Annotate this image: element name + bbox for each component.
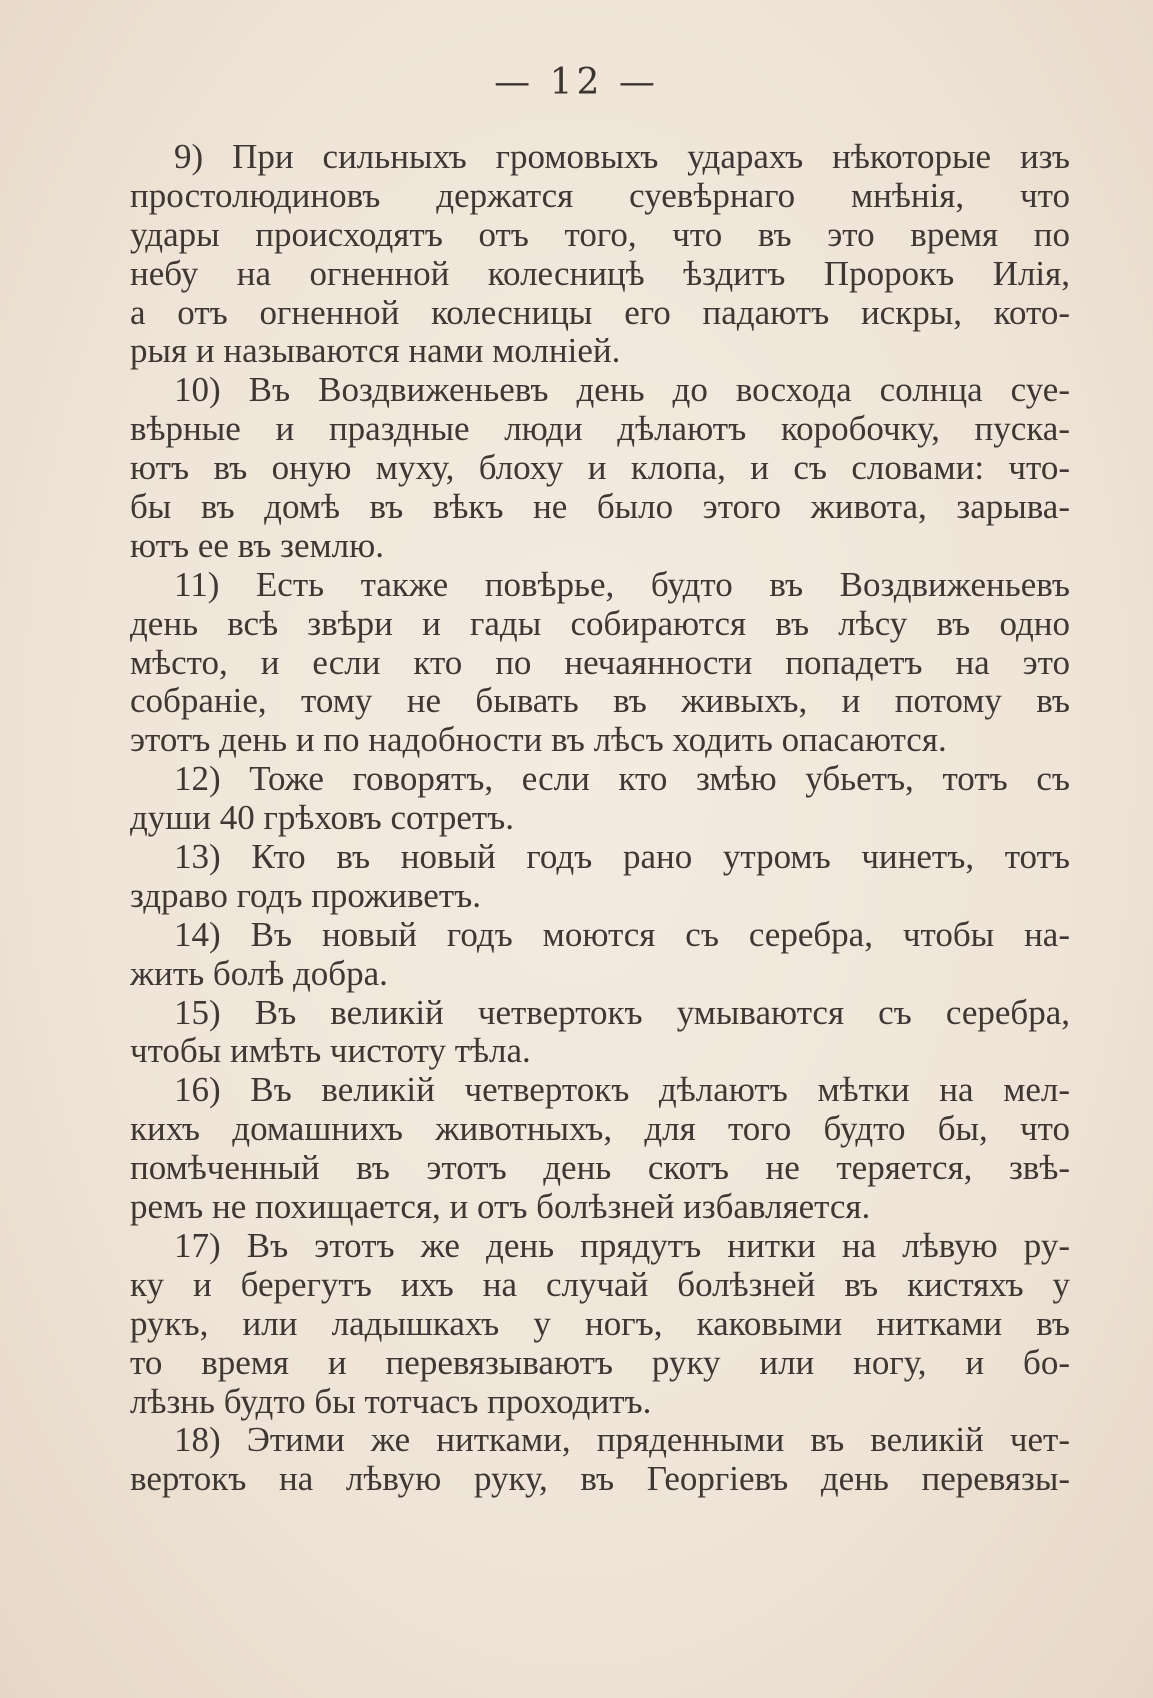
text-line: 10) Въ Воздвиженьевъ день до восхода солнца суе- [174, 371, 1070, 410]
text-line: удары происходятъ отъ того, что въ это время по [130, 215, 1070, 254]
text-line: бы въ домѣ въ вѣкъ не было этого живота, зарыва- [130, 488, 1070, 527]
text-line: ютъ ее въ землю. [130, 526, 385, 565]
text-line: рукъ, или ладышкахъ у ногъ, каковыми нитками въ [130, 1304, 1070, 1343]
text-line: ку и берегутъ ихъ на случай болѣзней въ кистяхъ у [130, 1265, 1070, 1304]
text-line: простолюдиновъ держатся суевѣрнаго мнѣнія, что [130, 176, 1070, 215]
text-line: 15) Въ великій четвертокъ умываются съ серебра, [174, 993, 1070, 1032]
text-line: ремъ не похищается, и отъ болѣзней избавляется. [130, 1188, 871, 1227]
text-line: этотъ день и по надобности въ лѣсъ ходить опасаются. [130, 721, 947, 760]
text-line: а отъ огненной колесницы его падаютъ искры, кото- [130, 293, 1070, 332]
text-line: рыя и называются нами молніей. [130, 332, 621, 371]
page-number: — 12 — [494, 62, 659, 103]
text-line: 11) Есть также повѣрье, будто въ Воздвиженьевъ [174, 565, 1070, 604]
text-line: души 40 грѣховъ сотретъ. [130, 799, 514, 838]
text-line: то время и перевязываютъ руку или ногу, и бо- [130, 1343, 1070, 1382]
text-line: день всѣ звѣри и гады собираются въ лѣсу въ одно [130, 604, 1070, 643]
text-line: 12) Тоже говорятъ, если кто змѣю убьетъ, тотъ съ [174, 760, 1070, 799]
text-line: собраніе, тому не бывать въ живыхъ, и потому въ [130, 682, 1070, 721]
text-line: лѣзнь будто бы тотчасъ проходитъ. [130, 1382, 652, 1421]
text-line: вертокъ на лѣвую руку, въ Георгіевъ день перевязы- [130, 1460, 1070, 1499]
text-line: 14) Въ новый годъ моются съ серебра, чтобы на- [174, 915, 1070, 954]
text-line: небу на огненной колесницѣ ѣздитъ Пророкъ Илія, [130, 254, 1070, 293]
text-line: здраво годъ проживетъ. [130, 876, 481, 915]
text-line: чтобы имѣть чистоту тѣла. [130, 1032, 531, 1071]
text-line: вѣрные и праздные люди дѣлаютъ коробочку, пуска- [130, 410, 1070, 449]
text-line: 9) При сильныхъ громовыхъ ударахъ нѣкоторые изъ [174, 138, 1070, 176]
text-line: жить болѣ добра. [130, 954, 388, 993]
text-line: кихъ домашнихъ животныхъ, для того будто бы, что [130, 1110, 1070, 1149]
text-line: 17) Въ этотъ же день прядутъ нитки на лѣвую ру- [174, 1226, 1070, 1265]
text-line: 13) Кто въ новый годъ рано утромъ чинетъ, тотъ [174, 838, 1070, 877]
text-line: ютъ въ оную муху, блоху и клопа, и съ словами: что- [130, 449, 1070, 488]
text-line: 18) Этими же нитками, пряденными въ великій чет- [174, 1421, 1070, 1460]
text-line: 16) Въ великій четвертокъ дѣлаютъ мѣтки на мел- [174, 1071, 1070, 1110]
text-line: мѣсто, и если кто по нечаянности попадетъ на это [130, 643, 1070, 682]
text-line: помѣченный въ этотъ день скотъ не теряется, звѣ- [130, 1149, 1070, 1188]
page-text [130, 138, 1070, 1499]
